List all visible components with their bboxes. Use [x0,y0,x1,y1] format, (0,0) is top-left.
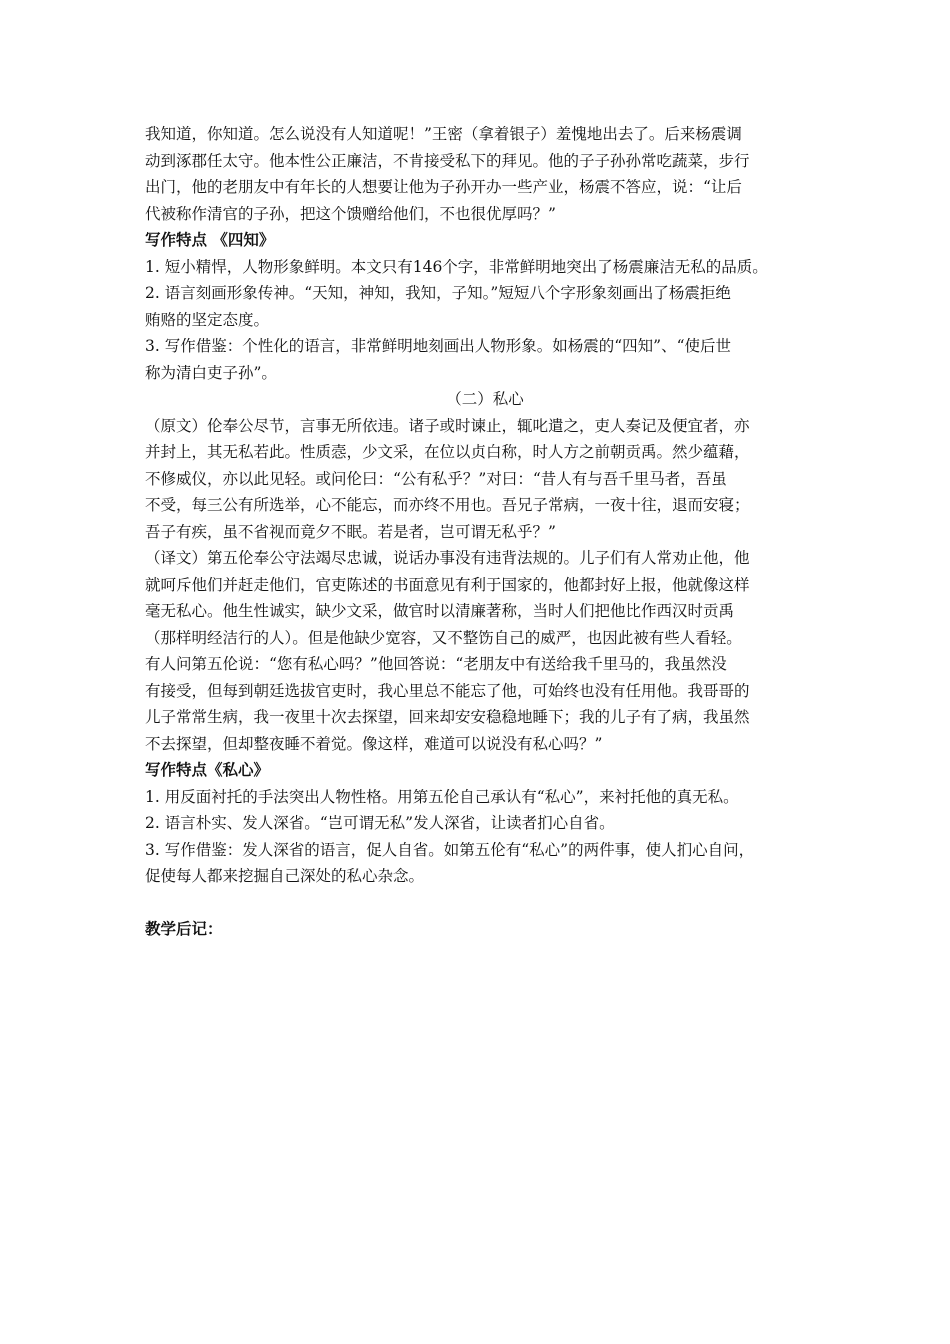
section-heading-sizhi: 写作特点 《四知》 [145,231,275,249]
text-line: 毫无私心。他生性诚实，缺少文采，做官时以清廉著称，当时人们把他比作西汉时贡禹 [145,602,735,620]
text-line: （译文）第五伦奉公守法竭尽忠诚，说话办事没有违背法规的。儿子们有人常劝止他，他 [145,549,750,567]
text-line: （原文）伦奉公尽节，言事无所依违。诸子或时谏止，辄叱遣之，吏人奏记及便宜者，亦 [145,416,750,435]
feature-line: 2. 语言朴实、发人深省。“岂可谓无私”发人深省，让读者扪心自省。 [145,814,615,832]
feature-line: 称为清白吏子孙”。 [145,363,277,382]
feature-line: 促使每人都来挖掘自己深处的私心杂念。 [145,867,425,885]
text-line: 不修威仪，亦以此见轻。或问伦曰：“公有私乎？”对曰：“昔人有与吾千里马者，吾虽 [145,469,727,488]
text-line: 有接受，但每到朝廷选拔官吏时，我心里总不能忘了他，可始终也没有任用他。我哥哥的 [145,681,750,700]
teaching-postscript-heading: 教学后记： [145,920,223,938]
text-line: 不去探望，但却整夜睡不着觉。像这样，难道可以说没有私心吗？” [145,734,603,753]
text-line: 就呵斥他们并赶走他们，官吏陈述的书面意见有利于国家的，他都封好上报，他就像这样 [145,575,750,594]
feature-line: 贿赂的坚定态度。 [145,310,270,329]
text-line: 并封上，其无私若此。性质悫，少文采，在位以贞白称，时人方之前朝贡禹。然少蕴藉， [145,443,750,461]
document-body [145,121,825,943]
text-line: （那样明经洁行的人）。但是他缺少宽容，又不整饬自己的威严，也因此被有些人看轻。 [145,628,742,647]
text-line: 吾子有疾，虽不省视而竟夕不眠。若是者，岂可谓无私乎？” [145,522,556,541]
feature-line: 2. 语言刻画形象传神。“天知，神知，我知，子知。”短短八个字形象刻画出了杨震拒绝 [145,284,731,302]
section-title-sixin: （二）私心 [446,390,524,408]
text-line: 我知道，你知道。怎么说没有人知道呢！”王密（拿着银子）羞愧地出去了。后来杨震调 [145,125,742,143]
text-line: 儿子常常生病，我一夜里十次去探望，回来却安安稳稳地睡下；我的儿子有了病，我虽然 [145,708,750,726]
feature-line: 1. 用反面衬托的手法突出人物性格。用第五伦自己承认有“私心”，来衬托他的真无私。 [145,787,739,806]
original-text-paragraph [145,413,825,546]
intro-paragraph [145,121,825,227]
text-line: 出门，他的老朋友中有年长的人想要让他为子孙开办一些产业，杨震不答应，说：“让后 [145,178,742,196]
section-heading-sixin: 写作特点《私心》 [145,761,270,779]
feature-line: 1. 短小精悍，人物形象鲜明。本文只有146个字，非常鲜明地突出了杨震廉洁无私的品质。 [145,257,768,276]
text-line: 动到涿郡任太守。他本性公正廉洁，不肯接受私下的拜见。他的子子孙孙常吃蔬菜，步行 [145,151,750,170]
blank-line [145,890,825,917]
text-line: 有人问第五伦说：“您有私心吗？”他回答说：“老朋友中有送给我千里马的，我虽然没 [145,655,727,673]
feature-line: 3. 写作借鉴：个性化的语言，非常鲜明地刻画出人物形象。如杨震的“四知”、“使后世 [145,337,731,355]
sixin-features-list [145,784,825,890]
sizhi-features-list [145,254,825,387]
feature-line: 3. 写作借鉴：发人深省的语言，促人自省。如第五伦有“私心”的两件事，使人扪心自问， [145,840,755,859]
text-line: 代被称作清官的子孙，把这个馈赠给他们，不也很优厚吗？” [145,204,556,223]
text-line: 不受，每三公有所选举，心不能忘，而亦终不用也。吾兄子常病，一夜十往，退而安寝； [145,496,750,514]
translation-paragraph [145,545,825,757]
